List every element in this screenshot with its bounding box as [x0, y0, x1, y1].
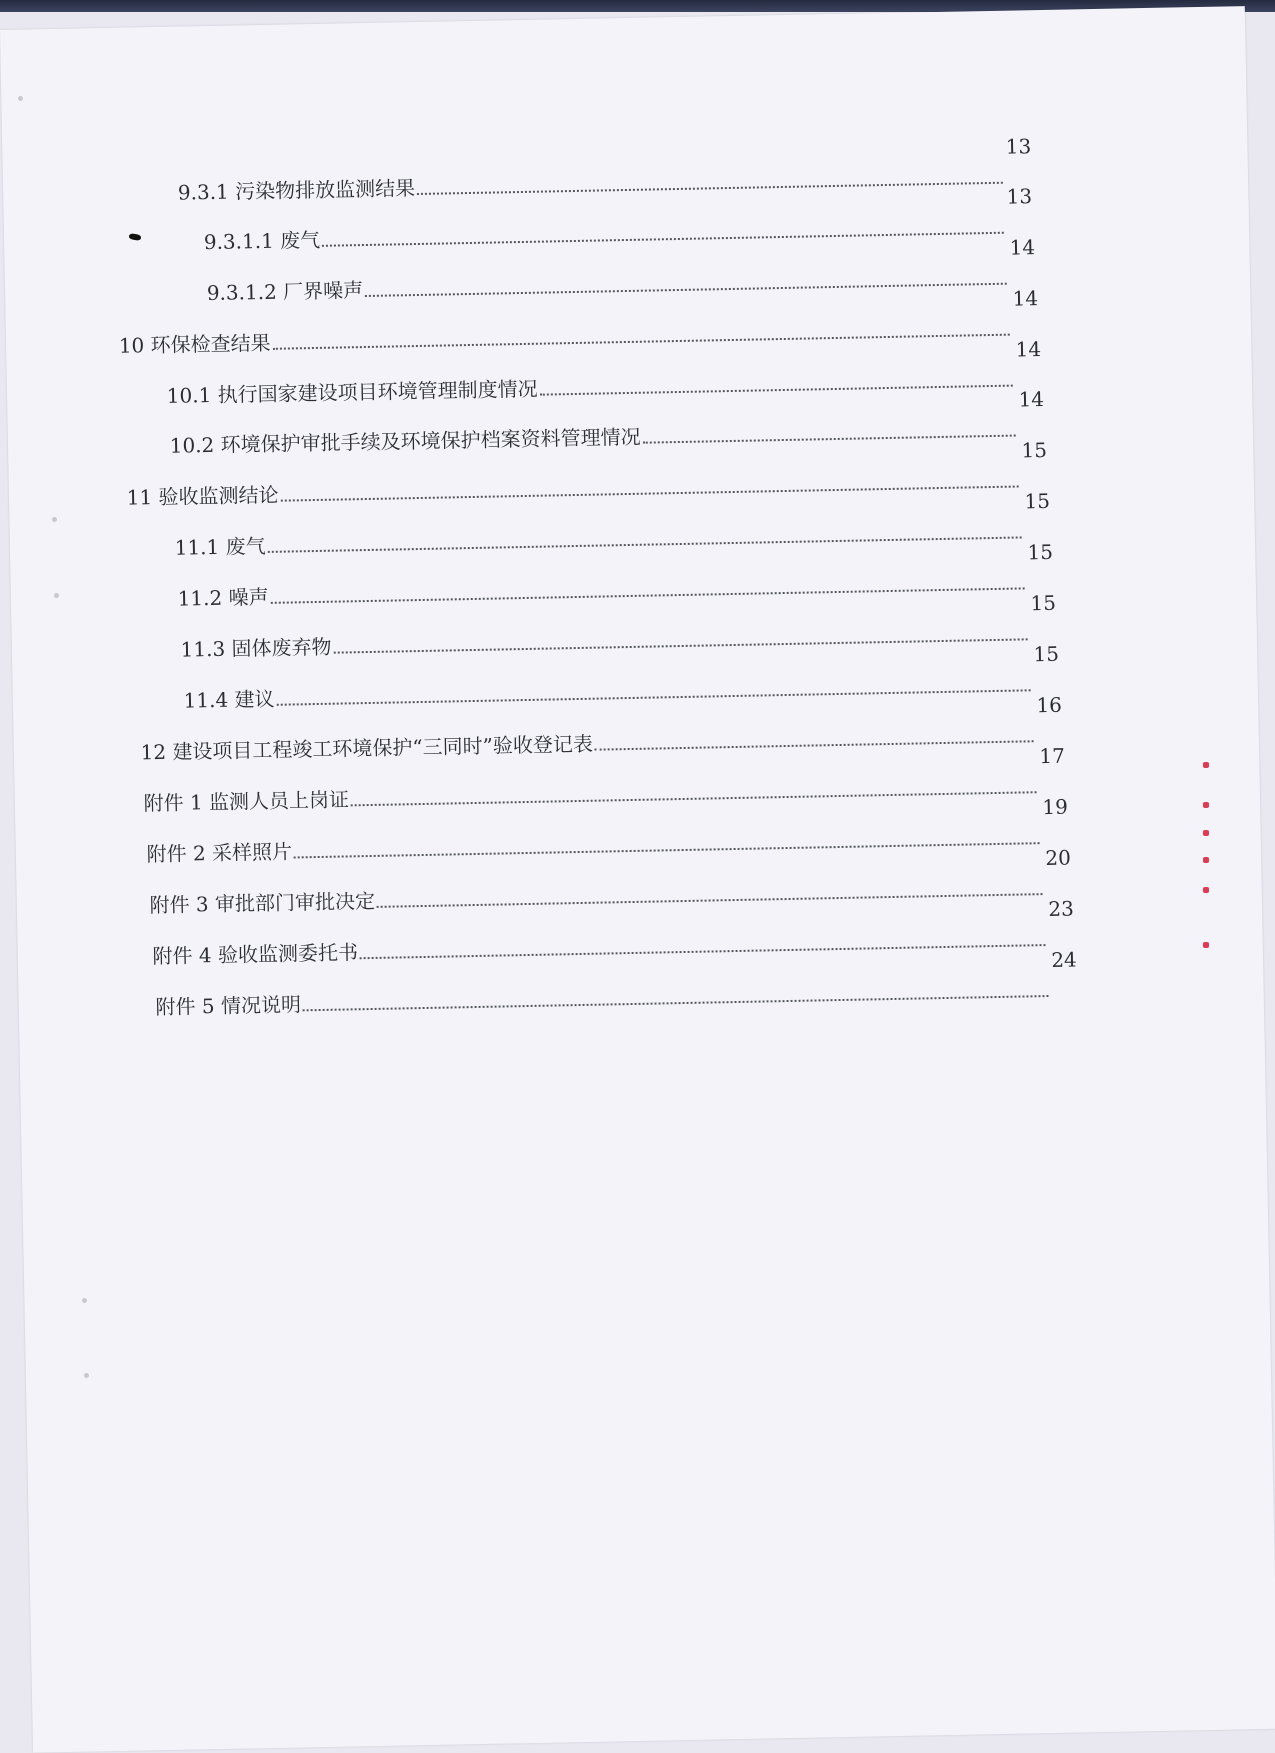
toc-entry-page: 19 [1042, 794, 1069, 820]
toc-entry-page: 20 [1045, 845, 1072, 871]
toc-entry-page: 24 [1051, 947, 1078, 972]
dot-leader [322, 232, 1003, 247]
toc-entry-title: 附件 1 监测人员上岗证 [143, 787, 350, 816]
toc-entry-title: 11.4 建议 [183, 686, 275, 713]
toc-entry-page: 23 [1048, 896, 1075, 922]
toc-entry-title: 9.3.1.1 废气 [203, 227, 321, 255]
toc-entry-title: 10.2 环境保护审批手续及环境保护档案资料管理情况 [169, 424, 641, 458]
toc-entry-title: 11.2 噪声 [177, 584, 269, 611]
toc-entry-page: 15 [1024, 488, 1051, 514]
toc-entry-page: 17 [1039, 743, 1066, 769]
toc-entry-title: 12 建设项目工程竣工环境保护“三同时”验收登记表 [140, 731, 594, 765]
dot-leader [377, 893, 1042, 908]
toc-entry-page: 15 [1030, 590, 1057, 616]
toc-entry-title: 11 验收监测结论 [126, 482, 279, 510]
toc-entry-title: 10 环保检查结果 [118, 330, 271, 358]
dot-leader [417, 182, 1002, 195]
toc-entry-title: 9.3.1.2 厂界噪声 [206, 278, 364, 306]
toc-entry-title: 附件 4 验收监测委托书 [152, 940, 359, 969]
toc-entry-title: 附件 2 采样照片 [146, 839, 293, 867]
toc-entry-title: 附件 3 审批部门审批决定 [149, 888, 376, 918]
toc-entry-page: 14 [1009, 235, 1036, 260]
toc-entry-title: 11.1 废气 [174, 533, 266, 560]
toc-entry-page: 15 [1033, 641, 1060, 667]
toc-entry-page: 14 [1012, 286, 1039, 311]
dot-leader [294, 842, 1039, 858]
dot-leader [360, 944, 1045, 959]
dot-leader [643, 435, 1016, 444]
toc-entry-page: 16 [1036, 692, 1063, 718]
dot-leader [303, 995, 1048, 1011]
toc-entry-title: 11.3 固体废弃物 [180, 634, 332, 662]
dot-leader [595, 740, 1033, 750]
dot-leader [351, 791, 1036, 806]
toc-entry-title: 10.1 执行国家建设项目环境管理制度情况 [166, 376, 538, 408]
toc-entry-page: 14 [1018, 386, 1045, 412]
toc-entry-page: 15 [1027, 539, 1054, 565]
toc-entry-title: 9.3.1 污染物排放监测结果 [177, 176, 416, 205]
toc-entry-page: 15 [1021, 437, 1048, 463]
dot-leader [281, 486, 1019, 502]
dot-leader [334, 638, 1028, 653]
dot-leader [271, 587, 1025, 603]
dot-leader [365, 283, 1006, 297]
toc-entry-page: 13 [1005, 134, 1032, 159]
toc-entry-page: 14 [1015, 337, 1042, 362]
toc-entry [177, 134, 1032, 206]
dot-leader [273, 334, 1010, 350]
dot-leader [277, 689, 1031, 705]
dot-leader [268, 536, 1022, 552]
dot-leader [540, 385, 1013, 396]
toc-entry-title: 附件 5 情况说明 [155, 992, 302, 1020]
toc-entry-page: 13 [1006, 184, 1033, 209]
